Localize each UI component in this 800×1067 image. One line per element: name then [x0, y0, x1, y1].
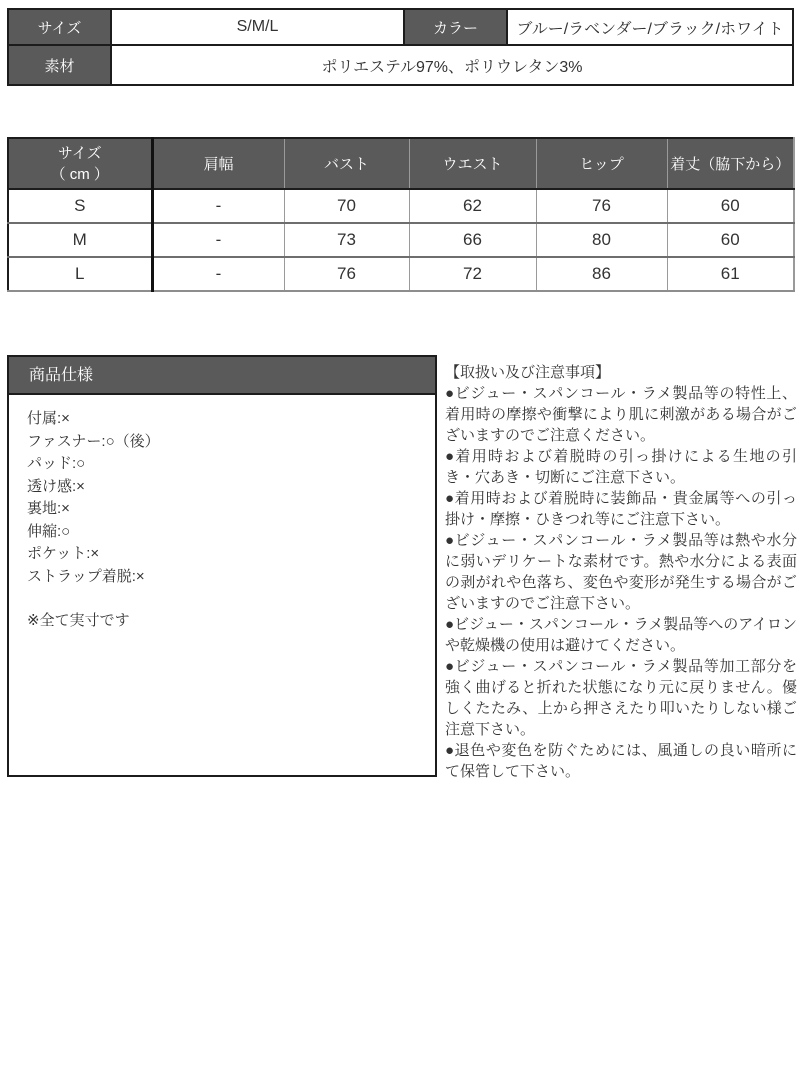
material-label-cell: 素材: [8, 45, 111, 85]
cell-bust: 73: [284, 223, 409, 257]
care-notes: [445, 362, 797, 782]
product-spec-title: 商品仕様: [9, 357, 435, 395]
size-value-cell: S/M/L: [111, 9, 404, 45]
spec-item-sheerness: 透け感:×: [27, 477, 85, 495]
spec-note: ※全て実寸です: [27, 612, 130, 629]
color-label-cell: カラー: [404, 9, 507, 45]
attributes-row-size-color: [8, 9, 793, 45]
care-note-item: ●着用時および着脱時の引っ掛けによる生地の引き・穴あき・切断にご注意下さい。: [445, 448, 797, 486]
size-chart-header-length: 着丈（脇下から）: [667, 138, 794, 189]
attributes-row-material: [8, 45, 793, 85]
cell-hip: 86: [536, 257, 667, 291]
product-spec-body: [9, 395, 435, 633]
cell-length: 60: [667, 189, 794, 223]
spec-item-fastener: ファスナー:○（後）: [27, 432, 160, 450]
care-note-item: ●退色や変色を防ぐためには、風通しの良い暗所にて保管して下さい。: [445, 742, 797, 780]
size-chart-header-row: [8, 138, 794, 189]
table-row-size-s: [8, 189, 794, 223]
care-notes-title: 【取扱い及び注意事項】: [445, 364, 611, 381]
spec-item-pocket: ポケット:×: [27, 545, 100, 562]
cell-waist: 62: [409, 189, 536, 223]
care-note-item: ●ビジュー・スパンコール・ラメ製品等加工部分を強く曲げると折れた状態になり元に戻りません。優しくたたみ、上から押さえたり叩いたりしない様ご注意下さい。: [445, 658, 797, 738]
care-note-item: ●着用時および着脱時に装飾品・貴金属等への引っ掛け・摩擦・ひきつれ等にご注意下さい。: [445, 490, 797, 528]
table-row-size-m: [8, 223, 794, 257]
size-chart-header-bust: バスト: [284, 138, 409, 189]
cell-waist: 72: [409, 257, 536, 291]
size-chart-header-shoulder: 肩幅: [152, 138, 284, 189]
cell-shoulder: -: [152, 257, 284, 291]
care-note-item: ●ビジュー・スパンコール・ラメ製品等は熱や水分に弱いデリケートな素材です。熱や水分による表面の剥がれや色落ち、変色や変形が発生する場合がございますのでご注意下さい。: [445, 532, 797, 612]
cell-length: 60: [667, 223, 794, 257]
color-value-cell: ブルー/ラベンダー/ブラック/ホワイト: [507, 9, 793, 45]
cell-bust: 76: [284, 257, 409, 291]
cell-shoulder: -: [152, 189, 284, 223]
material-value-cell: ポリエステル97%、ポリウレタン3%: [111, 45, 793, 85]
size-chart-header-waist: ウエスト: [409, 138, 536, 189]
size-chart-table: [7, 137, 795, 292]
size-chart-header-size-line2: （ cm ）: [50, 165, 109, 183]
cell-size: L: [8, 257, 152, 291]
spec-item-pad: パッド:○: [27, 455, 86, 472]
cell-shoulder: -: [152, 223, 284, 257]
cell-length: 61: [667, 257, 794, 291]
product-spec-box: [7, 355, 437, 777]
cell-size: M: [8, 223, 152, 257]
care-note-item: ●ビジュー・スパンコール・ラメ製品等の特性上、着用時の摩擦や衝撃により肌に刺激がある場合がございますのでご注意ください。: [445, 385, 797, 444]
cell-waist: 66: [409, 223, 536, 257]
spec-item-strap: ストラップ着脱:×: [27, 567, 145, 585]
cell-size: S: [8, 189, 152, 223]
size-chart-header-hip: ヒップ: [536, 138, 667, 189]
spec-item-accessory: 付属:×: [27, 410, 70, 427]
cell-hip: 76: [536, 189, 667, 223]
table-row-size-l: [8, 257, 794, 291]
attributes-table: [7, 8, 794, 86]
cell-hip: 80: [536, 223, 667, 257]
care-note-item: ●ビジュー・スパンコール・ラメ製品等へのアイロンや乾燥機の使用は避けてください。: [445, 616, 797, 654]
spec-item-lining: 裏地:×: [27, 500, 70, 517]
size-label-cell: サイズ: [8, 9, 111, 45]
size-chart-header-size: [8, 138, 152, 189]
size-chart-header-size-line1: サイズ: [57, 144, 102, 162]
spec-item-stretch: 伸縮:○: [27, 522, 71, 540]
cell-bust: 70: [284, 189, 409, 223]
